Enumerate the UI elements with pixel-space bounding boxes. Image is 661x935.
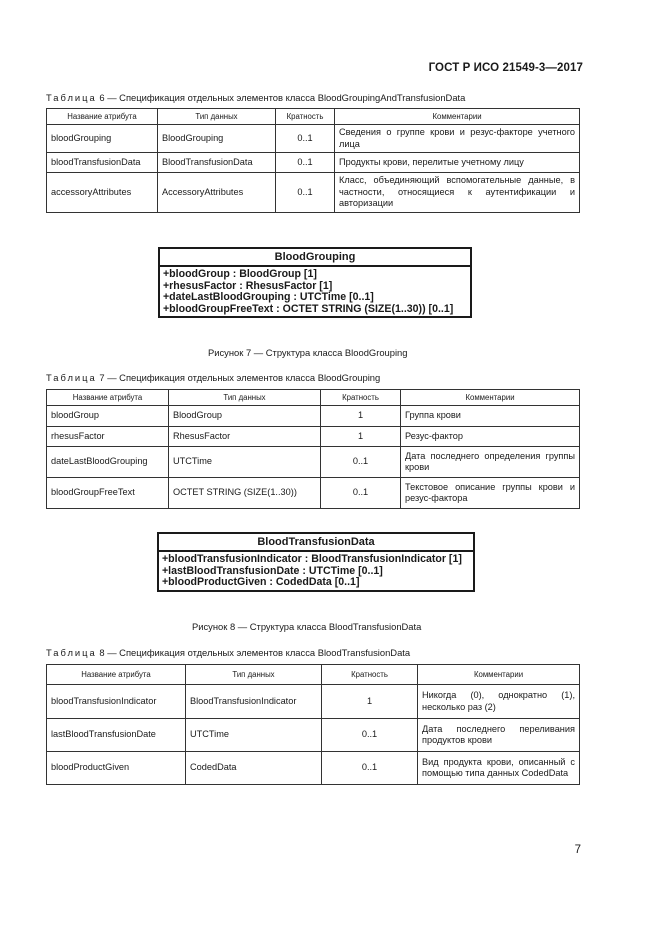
table6-caption-text: 6 — Спецификация отдельных элементов класса BloodGroupingAndTransfusionData bbox=[99, 92, 466, 103]
table-cell: Класс, объединяющий вспомогательные данные, в частности, относящиеся к аутентификации и авторизации bbox=[335, 173, 580, 213]
table6-header-cell: Кратность bbox=[276, 109, 335, 125]
table-row bbox=[47, 125, 580, 153]
table-cell: RhesusFactor bbox=[169, 427, 321, 447]
table8-header-cell: Кратность bbox=[322, 665, 418, 685]
table-cell: 1 bbox=[321, 427, 401, 447]
table8-header-cell: Комментарии bbox=[418, 665, 580, 685]
table-row bbox=[47, 685, 580, 719]
table-cell: AccessoryAttributes bbox=[158, 173, 276, 213]
table-row bbox=[47, 153, 580, 173]
uml-class-name: BloodTransfusionData bbox=[159, 534, 473, 552]
table-cell: 0..1 bbox=[322, 719, 418, 752]
uml-attribute: +bloodGroup : BloodGroup [1] bbox=[163, 268, 317, 280]
uml-attribute: +lastBloodTransfusionDate : UTCTime [0..1] bbox=[162, 564, 383, 577]
table6-header-row bbox=[47, 109, 580, 125]
table-row bbox=[47, 427, 580, 447]
uml-class-name: BloodGrouping bbox=[160, 249, 470, 267]
table-row bbox=[47, 752, 580, 785]
table-cell: BloodGroup bbox=[169, 406, 321, 427]
figure7-caption: Рисунок 7 — Структура класса BloodGrouping bbox=[208, 347, 408, 358]
table7-header-row bbox=[47, 390, 580, 406]
table8 bbox=[46, 664, 580, 785]
table7-header-cell: Тип данных bbox=[169, 390, 321, 406]
table7-caption bbox=[46, 372, 380, 383]
table-row bbox=[47, 478, 580, 509]
table-cell: rhesusFactor bbox=[47, 427, 169, 447]
figure8-caption: Рисунок 8 — Структура класса BloodTransfusionData bbox=[192, 621, 422, 632]
table8-caption bbox=[46, 647, 410, 658]
page-number: 7 bbox=[574, 844, 581, 856]
table-cell: bloodGroup bbox=[47, 406, 169, 427]
table6-header-cell: Комментарии bbox=[335, 109, 580, 125]
table-cell: bloodTransfusionData bbox=[47, 153, 158, 173]
uml-attribute: +rhesusFactor : RhesusFactor [1] bbox=[163, 279, 333, 292]
table-cell: UTCTime bbox=[169, 447, 321, 478]
table8-header-cell: Тип данных bbox=[186, 665, 322, 685]
table6-label: Таблица bbox=[46, 92, 97, 103]
table-cell: Группа крови bbox=[401, 406, 580, 427]
table6-caption bbox=[46, 92, 465, 103]
table8-header-cell: Название атрибута bbox=[47, 665, 186, 685]
table-cell: CodedData bbox=[186, 752, 322, 785]
table-cell: bloodGroupFreeText bbox=[47, 478, 169, 509]
table-cell: 0..1 bbox=[276, 173, 335, 213]
table-cell: bloodGrouping bbox=[47, 125, 158, 153]
table-cell: 0..1 bbox=[322, 752, 418, 785]
table8-header-row bbox=[47, 665, 580, 685]
table8-label: Таблица bbox=[46, 647, 97, 658]
table-cell: BloodGrouping bbox=[158, 125, 276, 153]
table-cell: accessoryAttributes bbox=[47, 173, 158, 213]
uml-attribute: +bloodTransfusionIndicator : BloodTransfusionIndicator [1] bbox=[162, 553, 462, 565]
table-cell: Дата последнего определения группы крови bbox=[401, 447, 580, 478]
table7-caption-text: 7 — Спецификация отдельных элементов класса BloodGrouping bbox=[99, 372, 381, 383]
table6 bbox=[46, 108, 580, 213]
uml-class-bloodtransfusiondata bbox=[157, 532, 475, 592]
table-cell: 1 bbox=[322, 685, 418, 719]
table-cell: 0..1 bbox=[276, 125, 335, 153]
table-cell: Вид продукта крови, описанный с помощью типа данных CodedData bbox=[418, 752, 580, 785]
uml-attribute: +bloodProductGiven : CodedData [0..1] bbox=[162, 576, 360, 589]
table7-header-cell: Кратность bbox=[321, 390, 401, 406]
table-cell: Продукты крови, перелитые учетному лицу bbox=[335, 153, 580, 173]
table-cell: Текстовое описание группы крови и резус-фактора bbox=[401, 478, 580, 509]
table-cell: bloodTransfusionIndicator bbox=[47, 685, 186, 719]
table-cell: 0..1 bbox=[321, 478, 401, 509]
table-cell: Сведения о группе крови и резус-факторе учетного лица bbox=[335, 125, 580, 153]
uml-class-bloodgrouping bbox=[158, 247, 472, 318]
table-cell: 0..1 bbox=[276, 153, 335, 173]
table7-header-cell: Название атрибута bbox=[47, 390, 169, 406]
table-row bbox=[47, 406, 580, 427]
table-cell: bloodProductGiven bbox=[47, 752, 186, 785]
table-cell: Никогда (0), однократно (1), несколько раз (2) bbox=[418, 685, 580, 719]
uml-attribute: +bloodGroupFreeText : OCTET STRING (SIZE(1..30)) [0..1] bbox=[163, 302, 454, 315]
table-cell: 1 bbox=[321, 406, 401, 427]
uml-attribute-list bbox=[160, 267, 470, 316]
uml-attribute-list bbox=[159, 552, 473, 590]
table-row bbox=[47, 173, 580, 213]
uml-attribute: +dateLastBloodGrouping : UTCTime [0..1] bbox=[163, 291, 374, 304]
table-cell: dateLastBloodGrouping bbox=[47, 447, 169, 478]
table7 bbox=[46, 389, 580, 509]
table-cell: 0..1 bbox=[321, 447, 401, 478]
table-cell: BloodTransfusionData bbox=[158, 153, 276, 173]
table-cell: Дата последнего переливания продуктов крови bbox=[418, 719, 580, 752]
table-cell: UTCTime bbox=[186, 719, 322, 752]
table-cell: lastBloodTransfusionDate bbox=[47, 719, 186, 752]
table8-caption-text: 8 — Спецификация отдельных элементов класса BloodTransfusionData bbox=[99, 647, 411, 658]
table6-header-cell: Тип данных bbox=[158, 109, 276, 125]
document-id: ГОСТ Р ИСО 21549-3—2017 bbox=[428, 62, 583, 74]
table-cell: OCTET STRING (SIZE(1..30)) bbox=[169, 478, 321, 509]
table7-header-cell: Комментарии bbox=[401, 390, 580, 406]
table-row bbox=[47, 447, 580, 478]
table7-label: Таблица bbox=[46, 372, 97, 383]
table-row bbox=[47, 719, 580, 752]
table-cell: BloodTransfusionIndicator bbox=[186, 685, 322, 719]
table-cell: Резус-фактор bbox=[401, 427, 580, 447]
table6-header-cell: Название атрибута bbox=[47, 109, 158, 125]
